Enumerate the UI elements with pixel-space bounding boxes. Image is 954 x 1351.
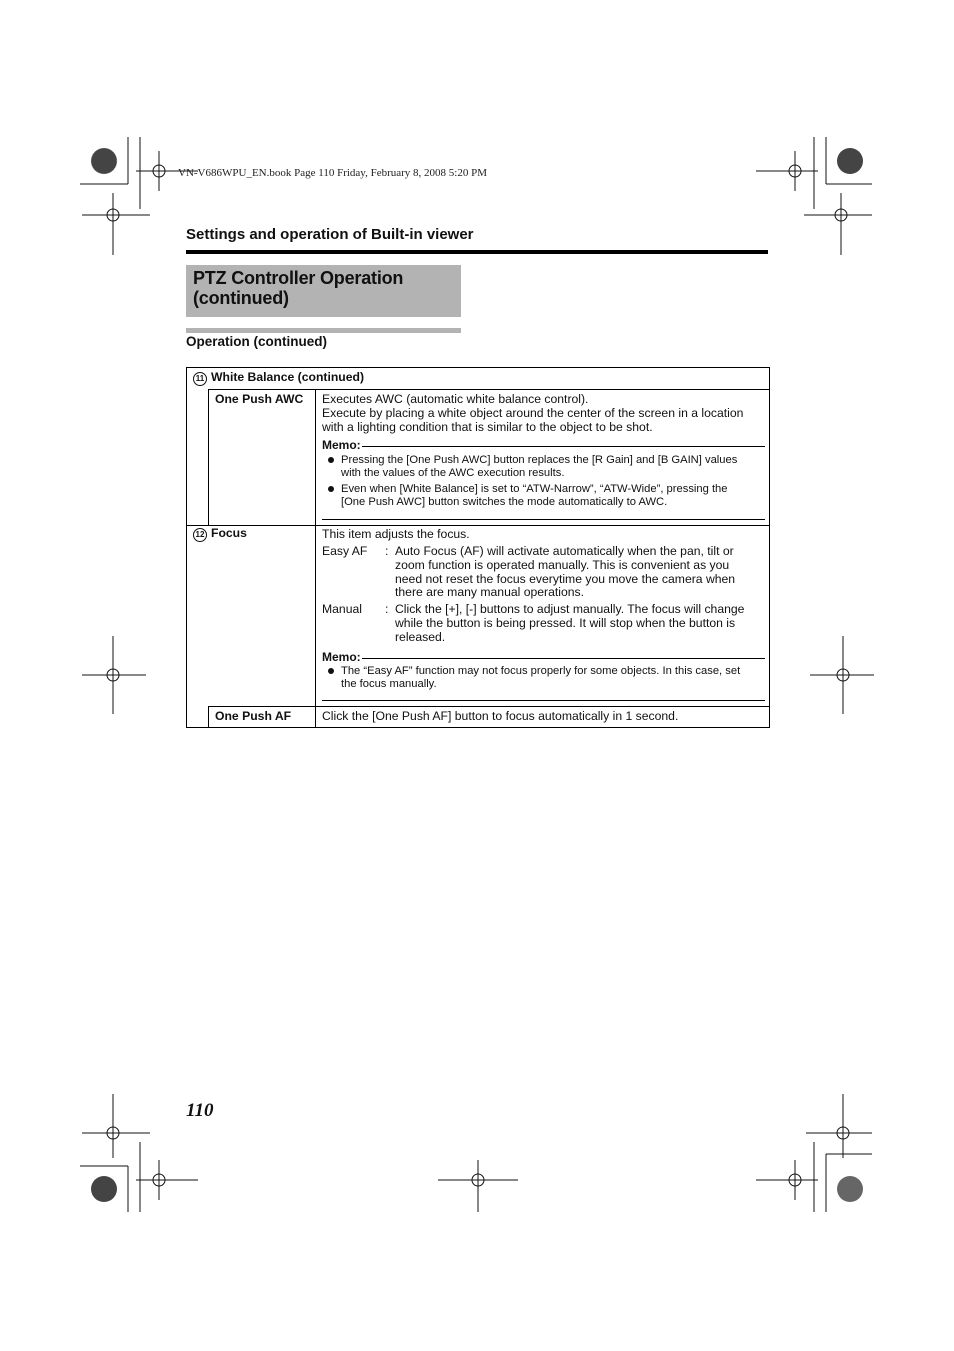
memo-line: with the values of the AWC execution results.	[341, 467, 565, 480]
awc-memo-item	[341, 454, 769, 481]
print-header: VN-V686WPU_EN.book Page 110 Friday, February 8, 2008 5:20 PM	[178, 167, 487, 179]
heading-box	[186, 265, 461, 317]
focus-header	[193, 527, 247, 542]
desc-line: released.	[395, 629, 446, 644]
memo-line: [One Push AWC] button switches the mode automatically to AWC.	[341, 496, 668, 509]
focus-number: 12	[193, 528, 207, 542]
awc-memo-item	[341, 483, 769, 510]
row-divider	[208, 389, 770, 390]
awc-desc-line: with a lighting condition that is similar to the object to be shot.	[322, 419, 653, 434]
desc-line: Click the [+], [-] buttons to adjust manually. The focus will change	[395, 602, 745, 616]
section-title: Settings and operation of Built-in viewer	[186, 226, 474, 243]
focus-intro: This item adjusts the focus.	[322, 527, 470, 541]
bullet-icon	[328, 668, 334, 674]
wb-header	[193, 371, 364, 386]
row-divider	[187, 525, 770, 526]
desc-line: need not reset the focus everytime you move the camera when	[395, 571, 736, 586]
easy-af-desc	[395, 545, 767, 600]
registration-mark-icon	[754, 1094, 874, 1214]
page-heading	[193, 268, 403, 308]
focus-memo-rule	[362, 658, 765, 659]
manual-sep: :	[385, 602, 389, 616]
heading-line-1: PTZ Controller Operation	[193, 268, 404, 288]
awc-memo-end-rule	[322, 519, 765, 520]
manual-desc	[395, 603, 767, 644]
registration-mark-icon	[80, 1094, 210, 1214]
awc-desc-line: Execute by placing a white object around the center of the screen in a location	[322, 405, 744, 420]
desc-line: zoom function is operated manually. This is convenient as you	[395, 557, 730, 572]
col-divider	[208, 389, 209, 525]
manual-term: Manual	[322, 602, 362, 616]
one-push-awc-desc	[322, 393, 767, 434]
focus-memo-item	[341, 665, 769, 692]
subheading: Operation (continued)	[186, 334, 327, 349]
section-rule	[186, 250, 768, 254]
desc-line: while the button is being pressed. It will stop when the button is	[395, 615, 736, 630]
memo-line: Even when [White Balance] is set to “ATW-Narrow”, “ATW-Wide”, pressing the	[341, 483, 728, 495]
settings-table	[186, 367, 770, 728]
focus-memo-end-rule	[322, 700, 765, 701]
easy-af-term: Easy AF	[322, 544, 368, 558]
registration-mark-icon	[80, 137, 210, 257]
one-push-af-label: One Push AF	[215, 709, 292, 723]
easy-af-sep: :	[385, 544, 389, 558]
heading-underbar	[186, 328, 461, 333]
heading-line-2: (continued)	[193, 288, 289, 308]
registration-mark-icon	[438, 1160, 518, 1212]
awc-memo-rule	[362, 446, 765, 447]
bullet-icon	[328, 486, 334, 492]
awc-desc-line: Executes AWC (automatic white balance control).	[322, 392, 589, 406]
awc-memo-label: Memo:	[322, 438, 361, 452]
registration-mark-icon	[82, 636, 146, 714]
bullet-icon	[328, 457, 334, 463]
desc-line: there are many manual operations.	[395, 585, 585, 600]
wb-title: White Balance (continued)	[211, 370, 365, 384]
registration-mark-icon	[810, 636, 874, 714]
one-push-af-desc: Click the [One Push AF] button to focus automatically in 1 second.	[322, 709, 679, 723]
focus-title: Focus	[211, 526, 247, 540]
page-number: 110	[186, 1100, 214, 1121]
wb-number: 11	[193, 372, 207, 386]
one-push-awc-label: One Push AWC	[215, 392, 304, 406]
col-divider	[208, 706, 209, 727]
registration-mark-icon	[754, 137, 874, 257]
col-divider	[315, 389, 316, 727]
focus-memo-label: Memo:	[322, 650, 361, 664]
memo-line: the focus manually.	[341, 678, 437, 691]
memo-line: Pressing the [One Push AWC] button replaces the [R Gain] and [B GAIN] values	[341, 454, 738, 466]
desc-line: Auto Focus (AF) will activate automatically when the pan, tilt or	[395, 544, 734, 558]
row-divider	[208, 706, 770, 707]
memo-line: The “Easy AF” function may not focus properly for some objects. In this case, set	[341, 665, 741, 677]
